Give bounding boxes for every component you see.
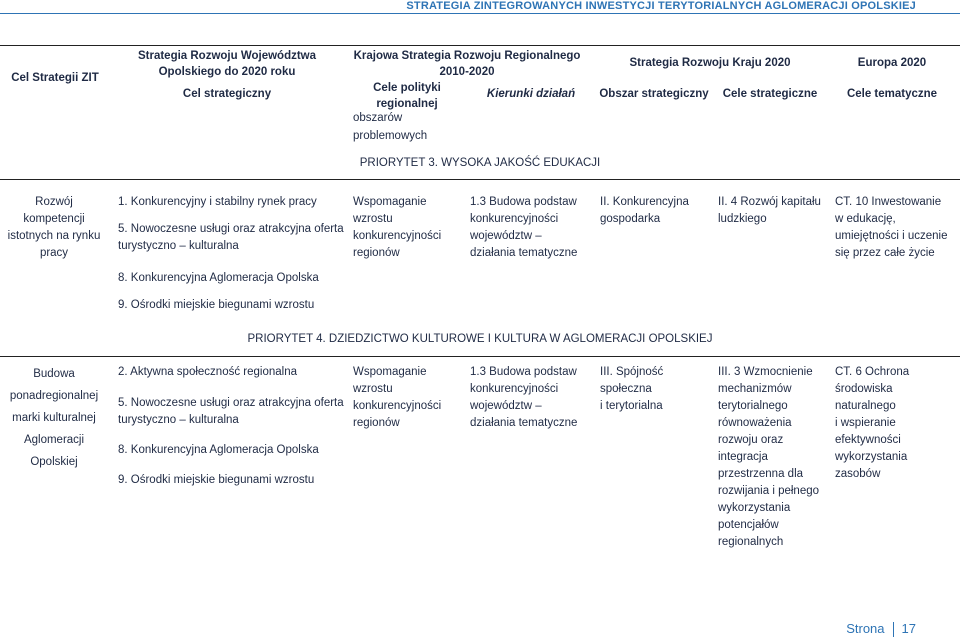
p4-cs-line: terytorialnego (718, 400, 788, 412)
p3-zit-line: Rozwój (35, 196, 73, 208)
p4-cel-9: 9. Ośrodki miejskie biegunami wzrostu (118, 474, 315, 486)
p3-obszar-line: II. Konkurencyjna (600, 196, 689, 208)
p3-cel-1: 1. Konkurencyjny i stabilny rynek pracy (118, 196, 317, 208)
p4-zit-line: Budowa (33, 368, 75, 380)
p3-zit-line: pracy (39, 247, 69, 259)
page-number: 17 (901, 621, 916, 636)
p4-cel-8: 8. Konkurencyjna Aglomeracja Opolska (118, 444, 319, 456)
p4-cs-line: potencjałów (718, 519, 779, 531)
header-srwo-title: Strategia Rozwoju Województwa Opolskiego do 2020 roku (137, 50, 317, 78)
priority4-title: PRIORYTET 4. DZIEDZICTWO KULTUROWE I KULTURA W AGLOMERACJI OPOLSKIEJ (247, 333, 713, 345)
p3-cel-5: 5. Nowoczesne usługi oraz atrakcyjna oferta turystyczno – kulturalna (118, 223, 344, 252)
priority3-cel-zit (4, 194, 104, 262)
table-top-rule (0, 45, 960, 46)
p3-zit-line: istotnych na rynku (7, 230, 101, 242)
priority4-cel-zit (4, 363, 104, 473)
p4-ksrr (353, 364, 441, 432)
p4-zit-line: Aglomeracji (23, 434, 85, 446)
p4-ksrr-line: regionów (353, 417, 400, 429)
header-cel-zit: Cel Strategii ZIT (11, 72, 99, 84)
p4-kier-line: województw – (470, 400, 542, 412)
p4-ksrr-line: wzrostu (353, 383, 393, 395)
p4-ct-line: środowiska (835, 383, 893, 395)
priority4-rule (0, 356, 960, 357)
priority3-rule (0, 179, 960, 180)
p4-cel-5: 5. Nowoczesne usługi oraz atrakcyjna oferta turystyczno – kulturalna (118, 397, 344, 426)
p3-kier-line: działania tematyczne (470, 247, 578, 259)
p4-kier-line: 1.3 Budowa podstaw (470, 366, 577, 378)
p3-ksrr-line: konkurencyjności (353, 230, 442, 242)
header-ksrr-sub2: obszarów problemowych (353, 112, 428, 142)
p3-ct-line: w edukację, (835, 213, 896, 225)
header-cele-strat: Cele strategiczne (722, 88, 818, 100)
p3-ct-line: CT. 10 Inwestowanie (835, 196, 942, 208)
header-srk-title: Strategia Rozwoju Kraju 2020 (629, 57, 791, 69)
p3-ksrr-line: Wspomaganie (353, 196, 427, 208)
p3-cel-8: 8. Konkurencyjna Aglomeracja Opolska (118, 272, 319, 284)
p4-cs-line: przestrzenna dla (718, 468, 804, 480)
p4-cs-line: III. 3 Wzmocnienie (718, 366, 813, 378)
p4-ct-line: naturalnego (835, 400, 896, 412)
p3-kier-line: województw – (470, 230, 542, 242)
p3-obszar-line: gospodarka (600, 213, 661, 225)
p4-obszar-line: III. Spójność (600, 366, 664, 378)
p4-kierunki (470, 364, 588, 432)
p3-ct-line: umiejętności i uczenie (835, 230, 948, 242)
p3-cele-strat (718, 194, 821, 228)
header-rule (0, 13, 960, 14)
p4-obszar (600, 364, 663, 415)
p4-ct-line: i wspieranie (835, 417, 896, 429)
p4-cs-line: mechanizmów (718, 383, 792, 395)
p4-cel-2: 2. Aktywna społeczność regionalna (118, 366, 297, 378)
header-ksrr-title: Krajowa Strategia Rozwoju Regionalnego 2010-2020 (353, 50, 581, 78)
p3-kier-line: 1.3 Budowa podstaw (470, 196, 577, 208)
p3-zit-line: kompetencji (23, 213, 85, 225)
p3-ksrr (353, 194, 441, 262)
p4-cs-line: równoważenia (718, 417, 792, 429)
footer-label: Strona (846, 621, 885, 636)
header-cele-tem: Cele tematyczne (846, 88, 938, 100)
header-europa-title: Europa 2020 (857, 57, 927, 69)
p4-zit-line: Opolskiej (30, 456, 78, 468)
p3-cs-line: ludzkiego (718, 213, 767, 225)
p3-kierunki (470, 194, 577, 262)
p4-obszar-line: społeczna (600, 383, 652, 395)
header-kierunki: Kierunki działań (486, 88, 576, 100)
priority3-title: PRIORYTET 3. WYSOKA JAKOŚĆ EDUKACJI (359, 157, 601, 169)
p3-cele-tem (835, 194, 948, 262)
p4-cele-tem (835, 364, 909, 483)
p4-cs-line: rozwijania i pełnego (718, 485, 820, 497)
p4-ksrr-line: Wspomaganie (353, 366, 427, 378)
p3-ksrr-line: wzrostu (353, 213, 393, 225)
p4-zit-line: ponadregionalnej (9, 390, 99, 402)
p3-ct-line: się przez całe życie (835, 247, 935, 259)
header-obszar: Obszar strategiczny (599, 88, 709, 100)
header-srwo-sub: Cel strategiczny (182, 88, 272, 100)
p4-zit-line: marki kulturalnej (12, 412, 96, 424)
p3-obszar (600, 194, 689, 228)
p4-kier-line: działania tematyczne (470, 417, 578, 429)
p4-ct-line: CT. 6 Ochrona (835, 366, 910, 378)
p4-ct-line: wykorzystania (835, 451, 908, 463)
document-header-title: STRATEGIA ZINTEGROWANYCH INWESTYCJI TERYTORIALNYCH AGLOMERACJI OPOLSKIEJ (406, 0, 916, 12)
p4-obszar-line: i terytorialna (600, 400, 663, 412)
p4-cs-line: rozwoju oraz (718, 434, 784, 446)
p4-cs-line: regionalnych (718, 536, 784, 548)
p3-ksrr-line: regionów (353, 247, 400, 259)
p4-cs-line: wykorzystania (718, 502, 791, 514)
p4-ct-line: efektywności (835, 434, 901, 446)
p3-kier-line: konkurencyjności (470, 213, 559, 225)
p4-ksrr-line: konkurencyjności (353, 400, 442, 412)
p4-kier-line: konkurencyjności (470, 383, 559, 395)
p4-cele-strat (718, 364, 819, 551)
page-footer (846, 621, 916, 637)
header-ksrr-sub: Cele polityki regionalnej (373, 82, 441, 110)
p4-ct-line: zasobów (835, 468, 881, 480)
p3-cs-line: II. 4 Rozwój kapitału (718, 196, 821, 208)
p3-cel-9: 9. Ośrodki miejskie biegunami wzrostu (118, 299, 315, 311)
p4-cs-line: integracja (718, 451, 768, 463)
footer-separator (893, 622, 894, 637)
